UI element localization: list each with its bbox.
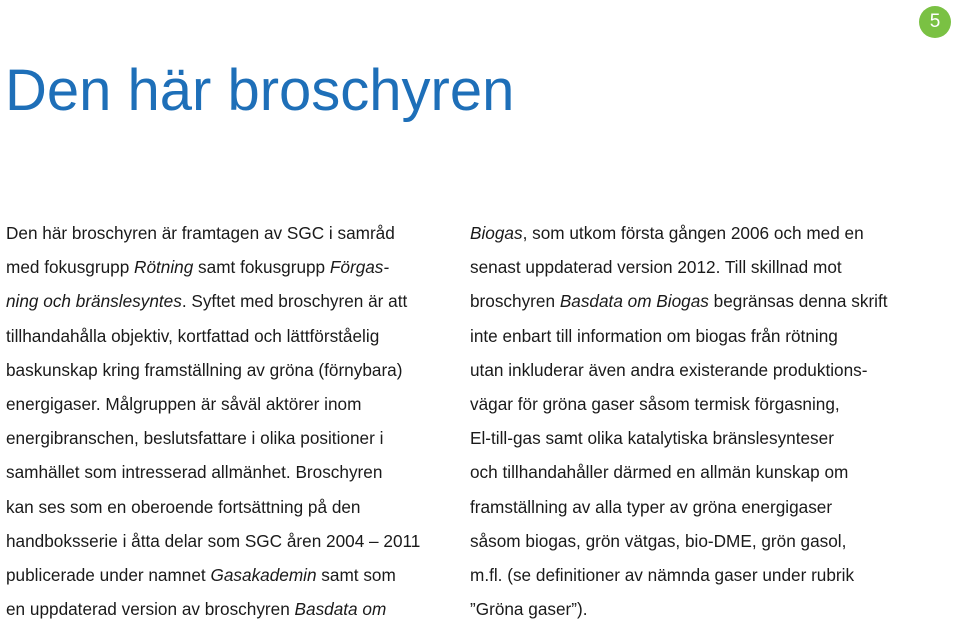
text-segment: El-till-gas samt olika katalytiska bränslesynteser bbox=[470, 428, 834, 449]
text-segment: samt som bbox=[316, 565, 396, 586]
page-title: Den här broschyren bbox=[5, 58, 515, 123]
text-line bbox=[6, 455, 451, 489]
text-line bbox=[470, 455, 940, 489]
italic-text-segment: Gasakademin bbox=[210, 565, 317, 586]
text-segment: utan inkluderar även andra existerande produktions- bbox=[470, 359, 868, 380]
text-line bbox=[6, 353, 451, 387]
text-segment: handboksserie i åtta delar som SGC åren 2004 – 2011 bbox=[6, 530, 421, 551]
text-segment: . Syftet med broschyren är att bbox=[181, 291, 408, 312]
text-line bbox=[6, 524, 451, 558]
text-line bbox=[470, 524, 940, 558]
text-segment: ”Gröna gaser”). bbox=[470, 599, 588, 620]
text-segment: samhället som intresserad allmänhet. Broschyren bbox=[6, 462, 383, 483]
italic-text-segment: Förgas- bbox=[329, 257, 390, 278]
text-segment: broschyren bbox=[470, 291, 560, 312]
text-line bbox=[470, 250, 940, 284]
text-segment: begränsas denna skrift bbox=[708, 291, 888, 312]
text-line bbox=[6, 592, 451, 626]
text-line bbox=[470, 216, 940, 250]
text-segment: och tillhandahåller därmed en allmän kunskap om bbox=[470, 462, 849, 483]
italic-text-segment: Basdata om bbox=[294, 599, 387, 620]
text-line bbox=[470, 490, 940, 524]
text-line bbox=[470, 387, 940, 421]
text-segment: baskunskap kring framställning av gröna (förnybara) bbox=[6, 359, 403, 380]
text-segment: publicerade under namnet bbox=[6, 565, 211, 586]
text-segment: kan ses som en oberoende fortsättning på den bbox=[6, 496, 361, 517]
italic-text-segment: Biogas bbox=[470, 223, 523, 243]
text-line bbox=[470, 592, 940, 626]
page-number-badge: 5 bbox=[919, 6, 951, 38]
text-segment: inte enbart till information om biogas från rötning bbox=[470, 325, 838, 346]
text-segment: Den här broschyren är framtagen av SGC i samråd bbox=[6, 223, 395, 243]
text-segment: senast uppdaterad version 2012. Till skillnad mot bbox=[470, 257, 842, 278]
text-segment: vägar för gröna gaser såsom termisk förgasning, bbox=[470, 394, 840, 415]
italic-text-segment: Rötning bbox=[134, 257, 194, 278]
body-text-left-column bbox=[6, 216, 451, 626]
text-segment: framställning av alla typer av gröna energigaser bbox=[470, 496, 833, 517]
text-line bbox=[470, 319, 940, 353]
text-segment: , som utkom första gången 2006 och med en bbox=[522, 223, 864, 243]
text-line bbox=[470, 421, 940, 455]
text-line bbox=[470, 558, 940, 592]
text-line bbox=[6, 250, 451, 284]
text-line bbox=[6, 284, 451, 318]
italic-text-segment: Basdata om Biogas bbox=[559, 291, 709, 312]
text-segment: m.fl. (se definitioner av nämnda gaser under rubrik bbox=[470, 565, 855, 586]
text-line bbox=[6, 387, 451, 421]
text-segment: en uppdaterad version av broschyren bbox=[6, 599, 295, 620]
text-segment: såsom biogas, grön vätgas, bio-DME, grön gasol, bbox=[470, 530, 847, 551]
text-line bbox=[6, 558, 451, 592]
text-line bbox=[470, 284, 940, 318]
text-segment: energibranschen, beslutsfattare i olika positioner i bbox=[6, 428, 384, 449]
text-segment: tillhandahålla objektiv, kortfattad och lättförståelig bbox=[6, 325, 380, 346]
text-line bbox=[470, 353, 940, 387]
text-line bbox=[6, 421, 451, 455]
text-segment: energigaser. Målgruppen är såväl aktörer inom bbox=[6, 394, 362, 415]
text-segment: med fokusgrupp bbox=[6, 257, 135, 278]
italic-text-segment: ning och bränslesyntes bbox=[6, 291, 182, 312]
text-line bbox=[6, 216, 451, 250]
text-line bbox=[6, 490, 451, 524]
text-segment: samt fokusgrupp bbox=[193, 257, 330, 278]
body-text-right-column bbox=[470, 216, 940, 626]
text-line bbox=[6, 319, 451, 353]
